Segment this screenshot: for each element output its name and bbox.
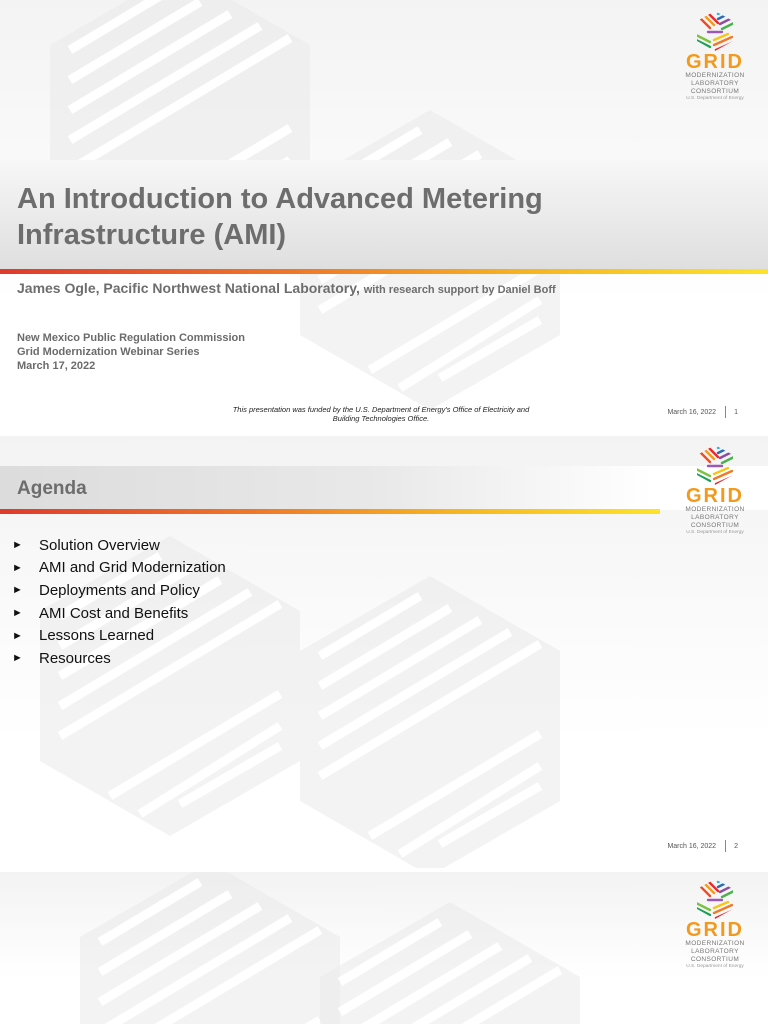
logo-agency: U.S. Department of Energy <box>686 530 744 535</box>
event-line: March 17, 2022 <box>17 360 96 372</box>
presenter-line <box>17 280 556 296</box>
slide-footer <box>667 406 738 418</box>
bullet-arrow-icon: ► <box>12 652 23 665</box>
presenter-name: James Ogle, Pacific Northwest National Laboratory, <box>17 280 360 296</box>
bullet-arrow-icon: ► <box>12 539 23 552</box>
slide-footer <box>667 840 738 852</box>
footer-divider <box>725 840 726 852</box>
gmlc-logo <box>673 878 757 970</box>
page-number: 1 <box>734 408 738 416</box>
bullet-arrow-icon: ► <box>12 561 23 574</box>
logo-word: GRID <box>686 485 744 507</box>
hexagon-stripes-icon <box>692 10 738 52</box>
logo-line: CONSORTIUM <box>690 956 740 963</box>
title-slide <box>0 0 768 432</box>
list-item: ► AMI and Grid Modernization <box>12 559 226 577</box>
presentation-title: An Introduction to Advanced Metering Infrastructure (AMI) <box>17 183 543 251</box>
event-line: New Mexico Public Regulation Commission <box>17 332 245 344</box>
logo-line: MODERNIZATION <box>685 72 745 79</box>
logo-word: GRID <box>686 919 744 941</box>
agenda-list <box>12 534 226 670</box>
gmlc-logo <box>673 10 757 102</box>
accent-bar <box>0 269 768 274</box>
logo-agency: U.S. Department of Energy <box>686 96 744 101</box>
list-item: ► Solution Overview <box>12 536 160 554</box>
hexagon-stripes-icon <box>692 878 738 920</box>
hexagon-stripes-icon <box>692 444 738 486</box>
next-slide-partial <box>0 872 768 1024</box>
logo-line: CONSORTIUM <box>690 522 740 529</box>
logo-line: MODERNIZATION <box>685 940 745 947</box>
list-item: ► Deployments and Policy <box>12 581 200 599</box>
title-band <box>0 466 768 510</box>
event-info <box>17 331 245 373</box>
footer-date: March 16, 2022 <box>667 842 717 850</box>
logo-line: MODERNIZATION <box>685 506 745 513</box>
bullet-arrow-icon: ► <box>12 607 23 620</box>
list-item: ► Resources <box>12 649 111 667</box>
accent-bar <box>0 509 660 514</box>
bullet-arrow-icon: ► <box>12 584 23 597</box>
funding-notice: This presentation was funded by the U.S. Department of Energy's Office of Electricity and Building Technologies Office. <box>232 405 530 423</box>
logo-line: LABORATORY <box>691 948 739 955</box>
logo-agency: U.S. Department of Energy <box>686 964 744 969</box>
hexagon-background-pattern <box>0 872 768 1024</box>
logo-line: CONSORTIUM <box>690 88 740 95</box>
footer-divider <box>725 406 726 418</box>
logo-line: LABORATORY <box>691 514 739 521</box>
event-line: Grid Modernization Webinar Series <box>17 346 200 358</box>
logo-line: LABORATORY <box>691 80 739 87</box>
page-number: 2 <box>734 842 738 850</box>
research-support: with research support by Daniel Boff <box>363 284 556 296</box>
gmlc-logo <box>673 444 757 536</box>
footer-date: March 16, 2022 <box>667 408 717 416</box>
list-item: ► Lessons Learned <box>12 627 155 645</box>
logo-word: GRID <box>686 51 744 73</box>
bullet-arrow-icon: ► <box>12 629 23 642</box>
slide-title: Agenda <box>17 478 87 499</box>
agenda-slide <box>0 436 768 868</box>
list-item: ► AMI Cost and Benefits <box>12 604 189 622</box>
